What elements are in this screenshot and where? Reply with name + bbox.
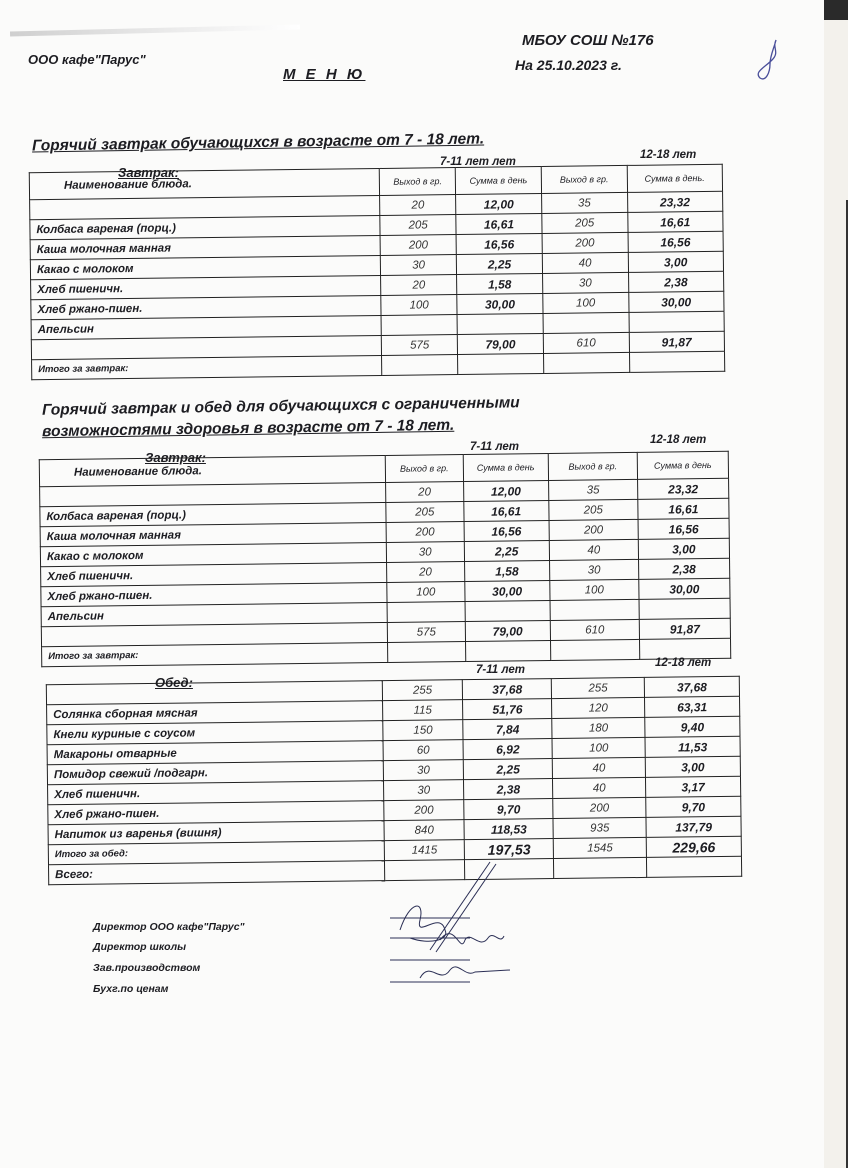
weight-7-11 — [381, 315, 457, 336]
weight-7-11: 100 — [387, 582, 465, 603]
weight-12-18: 255 — [551, 677, 644, 698]
sum-12-18: 30,00 — [639, 578, 730, 599]
sum-7-11: 118,53 — [464, 819, 553, 840]
dish-name: Апельсин — [31, 315, 381, 339]
weight-12-18: 200 — [542, 232, 628, 253]
sum-12-18: 16,61 — [638, 498, 729, 519]
section2-lunch-label: Обед: — [155, 675, 193, 690]
sum-12-18: 229,66 — [646, 836, 741, 857]
weight-7-11: 100 — [381, 295, 457, 316]
organization-name: ООО кафе"Парус" — [28, 52, 146, 67]
sum-12-18: 9,70 — [646, 796, 741, 817]
handwritten-mark-icon — [752, 38, 786, 82]
signatures-handwritten — [370, 860, 530, 1000]
sum-7-11: 6,92 — [463, 739, 552, 760]
sum-12-18: 16,56 — [638, 518, 729, 539]
sum-7-11: 2,25 — [464, 540, 550, 561]
weight-12-18: 30 — [549, 559, 638, 580]
weight-12-18 — [550, 599, 639, 620]
signature-label-cafe-director: Директор ООО кафе"Парус" — [93, 921, 245, 933]
weight-12-18: 40 — [552, 757, 645, 778]
section1-meal-label: Завтрак: — [118, 165, 179, 180]
weight-12-18: 100 — [550, 579, 639, 600]
sum-7-11: 16,56 — [464, 520, 550, 541]
section2-lunch-age-1: 7-11 лет — [476, 664, 525, 676]
dish-name: Какао с молоком — [40, 542, 386, 566]
weight-12-18: 35 — [548, 479, 637, 500]
sum-12-18 — [647, 856, 742, 877]
weight-7-11: 20 — [380, 195, 456, 216]
sum-12-18 — [629, 311, 725, 332]
signature-label-production-head: Зав.производством — [93, 962, 201, 974]
dish-name: Хлеб ржано-пшен. — [41, 582, 387, 606]
signature-label-school-director: Директор школы — [93, 941, 187, 953]
column-header-weight-2: Выход в гр. — [548, 452, 637, 480]
sum-12-18: 137,79 — [646, 816, 741, 837]
section2-title-line2: возможностями здоровья в возрасте от 7 - 18 лет. — [41, 416, 455, 441]
weight-12-18: 120 — [552, 697, 645, 718]
column-header-sum-1: Сумма в день — [455, 166, 541, 194]
dish-name: Солянка сборная мясная — [47, 701, 383, 725]
weight-7-11: 20 — [386, 482, 464, 503]
sum-12-18: 3,00 — [645, 756, 740, 777]
weight-7-11: 200 — [380, 235, 456, 256]
sum-7-11: 12,00 — [463, 480, 549, 501]
menu-date: На 25.10.2023 г. — [515, 57, 622, 73]
sum-7-11: 2,25 — [464, 759, 553, 780]
sum-12-18: 9,40 — [645, 716, 740, 737]
dish-name: Кнели куриные с соусом — [47, 721, 383, 745]
column-header-weight-1: Выход в гр. — [380, 168, 456, 196]
sum-12-18: 23,32 — [627, 191, 723, 212]
column-header-sum-1: Сумма в день — [463, 453, 549, 481]
dish-name: Хлеб пшеничн. — [41, 562, 387, 586]
weight-7-11: 205 — [380, 215, 456, 236]
weight-12-18 — [543, 312, 629, 333]
weight-12-18: 935 — [553, 817, 646, 838]
weight-12-18 — [554, 857, 647, 878]
section2-breakfast-label: Завтрак: — [145, 450, 206, 465]
weight-7-11: 115 — [382, 700, 463, 721]
weight-12-18: 200 — [549, 519, 638, 540]
sum-7-11 — [465, 640, 551, 661]
dish-name: Всего: — [49, 861, 385, 885]
weight-7-11: 30 — [383, 760, 464, 781]
dish-name: Помидор свежий /подгарн. — [47, 761, 383, 785]
dish-name: Каша молочная манная — [30, 235, 380, 259]
dish-name: Итого за завтрак: — [42, 642, 388, 666]
school-name: МБОУ СОШ №176 — [522, 32, 654, 49]
weight-12-18: 205 — [542, 212, 628, 233]
scan-edge-top — [824, 0, 848, 20]
sum-12-18: 2,38 — [628, 271, 724, 292]
sum-12-18: 23,32 — [637, 478, 728, 499]
weight-7-11: 205 — [386, 502, 464, 523]
sum-7-11: 30,00 — [464, 580, 550, 601]
dish-name: Хлеб ржано-пшен. — [31, 295, 381, 319]
column-header-weight-2: Выход в гр. — [541, 165, 627, 193]
weight-12-18: 205 — [549, 499, 638, 520]
dish-name: Хлеб пшеничн. — [48, 781, 384, 805]
special-lunch-table — [46, 676, 742, 885]
weight-12-18: 35 — [541, 192, 627, 213]
sum-7-11: 7,84 — [463, 719, 552, 740]
weight-12-18: 1545 — [553, 837, 646, 858]
dish-name: Напиток из варенья (вишня) — [48, 821, 384, 845]
sum-12-18: 3,00 — [638, 538, 729, 559]
weight-7-11: 150 — [383, 720, 464, 741]
weight-7-11: 200 — [386, 522, 464, 543]
section2-title-line1: Горячий завтрак и обед для обучающихся с ограниченными — [41, 394, 520, 419]
section2-breakfast-age-2: 12-18 лет — [650, 434, 707, 446]
weight-12-18: 40 — [542, 252, 628, 273]
dish-name: Хлеб пшеничн. — [31, 275, 381, 299]
sum-7-11: 2,25 — [456, 253, 542, 274]
sum-7-11: 12,00 — [456, 193, 542, 214]
sum-12-18: 63,31 — [645, 696, 740, 717]
weight-12-18: 40 — [553, 777, 646, 798]
sum-7-11: 51,76 — [463, 699, 552, 720]
page-title: М Е Н Ю — [283, 66, 366, 83]
dish-name: Колбаса вареная (порц.) — [30, 215, 380, 239]
sum-7-11 — [458, 353, 544, 374]
weight-12-18: 610 — [543, 332, 629, 353]
sum-7-11: 37,68 — [463, 679, 552, 700]
dish-name: Итого за завтрак: — [32, 355, 382, 379]
sum-12-18: 37,68 — [644, 676, 739, 697]
sum-12-18: 16,56 — [628, 231, 724, 252]
sum-7-11: 9,70 — [464, 799, 553, 820]
weight-12-18: 610 — [550, 619, 639, 640]
sum-12-18: 3,17 — [646, 776, 741, 797]
column-header-dish: Наименование блюда. — [39, 455, 385, 486]
dish-name: Каша молочная манная — [40, 522, 386, 546]
sum-7-11: 2,38 — [464, 779, 553, 800]
dish-name: Колбаса вареная (порц.) — [40, 502, 386, 526]
column-header-sum-2: Сумма в день. — [627, 164, 723, 192]
sum-12-18 — [639, 598, 730, 619]
sum-7-11: 30,00 — [457, 293, 543, 314]
weight-12-18 — [550, 639, 639, 660]
sum-12-18: 11,53 — [645, 736, 740, 757]
sum-7-11: 16,61 — [463, 500, 549, 521]
weight-12-18: 100 — [543, 292, 629, 313]
weight-12-18: 30 — [542, 272, 628, 293]
column-header-sum-2: Сумма в день — [637, 451, 728, 479]
weight-7-11: 200 — [384, 800, 465, 821]
weight-7-11: 575 — [387, 622, 465, 643]
sum-12-18: 91,87 — [629, 331, 725, 352]
sum-12-18: 30,00 — [628, 291, 724, 312]
section1-title: Горячий завтрак обучающихся в возрасте от 7 - 18 лет. — [31, 130, 485, 155]
dish-name: Апельсин — [41, 602, 387, 626]
weight-7-11: 30 — [383, 780, 464, 801]
sum-12-18: 2,38 — [638, 558, 729, 579]
sum-7-11: 79,00 — [465, 620, 551, 641]
special-breakfast-table — [39, 451, 731, 667]
weight-7-11 — [388, 642, 466, 663]
weight-7-11: 20 — [387, 562, 465, 583]
sum-7-11 — [465, 600, 551, 621]
weight-7-11 — [387, 602, 465, 623]
sum-12-18: 91,87 — [639, 618, 730, 639]
weight-12-18: 40 — [549, 539, 638, 560]
section2-breakfast-age-1: 7-11 лет — [470, 441, 519, 453]
sum-12-18 — [629, 351, 725, 372]
sum-7-11: 1,58 — [457, 273, 543, 294]
weight-12-18: 180 — [552, 717, 645, 738]
sum-7-11: 197,53 — [465, 839, 554, 860]
weight-7-11: 20 — [381, 275, 457, 296]
column-header-weight-1: Выход в гр. — [385, 455, 463, 483]
weight-12-18 — [543, 352, 629, 373]
scan-edge — [824, 0, 848, 1168]
sum-7-11: 16,61 — [456, 213, 542, 234]
weight-7-11: 60 — [383, 740, 464, 761]
sum-12-18: 3,00 — [628, 251, 724, 272]
sum-7-11 — [457, 313, 543, 334]
dish-name: Макароны отварные — [47, 741, 383, 765]
sum-7-11: 16,56 — [456, 233, 542, 254]
weight-12-18: 100 — [552, 737, 645, 758]
weight-7-11: 30 — [386, 542, 464, 563]
column-header-dish: Наименование блюда. — [29, 168, 380, 199]
weight-7-11: 575 — [382, 335, 458, 356]
sum-12-18: 16,61 — [627, 211, 723, 232]
weight-7-11: 255 — [382, 680, 463, 701]
section1-age-group-1: 7-11 лет лет — [440, 156, 516, 168]
weight-7-11: 1415 — [384, 840, 465, 861]
sum-7-11: 79,00 — [457, 333, 543, 354]
dish-name: Какао с молоком — [30, 255, 380, 279]
weight-7-11: 30 — [381, 255, 457, 276]
breakfast-table — [29, 164, 725, 380]
section1-age-group-2: 12-18 лет — [640, 149, 697, 161]
weight-7-11: 840 — [384, 820, 465, 841]
dish-name: Итого за обед: — [48, 841, 384, 865]
dish-name: Хлеб ржано-пшен. — [48, 801, 384, 825]
weight-12-18: 200 — [553, 797, 646, 818]
sum-7-11: 1,58 — [464, 560, 550, 581]
weight-7-11 — [382, 355, 458, 376]
section2-lunch-age-2: 12-18 лет — [655, 657, 712, 669]
signature-label-accountant: Бухг.по ценам — [93, 983, 169, 995]
